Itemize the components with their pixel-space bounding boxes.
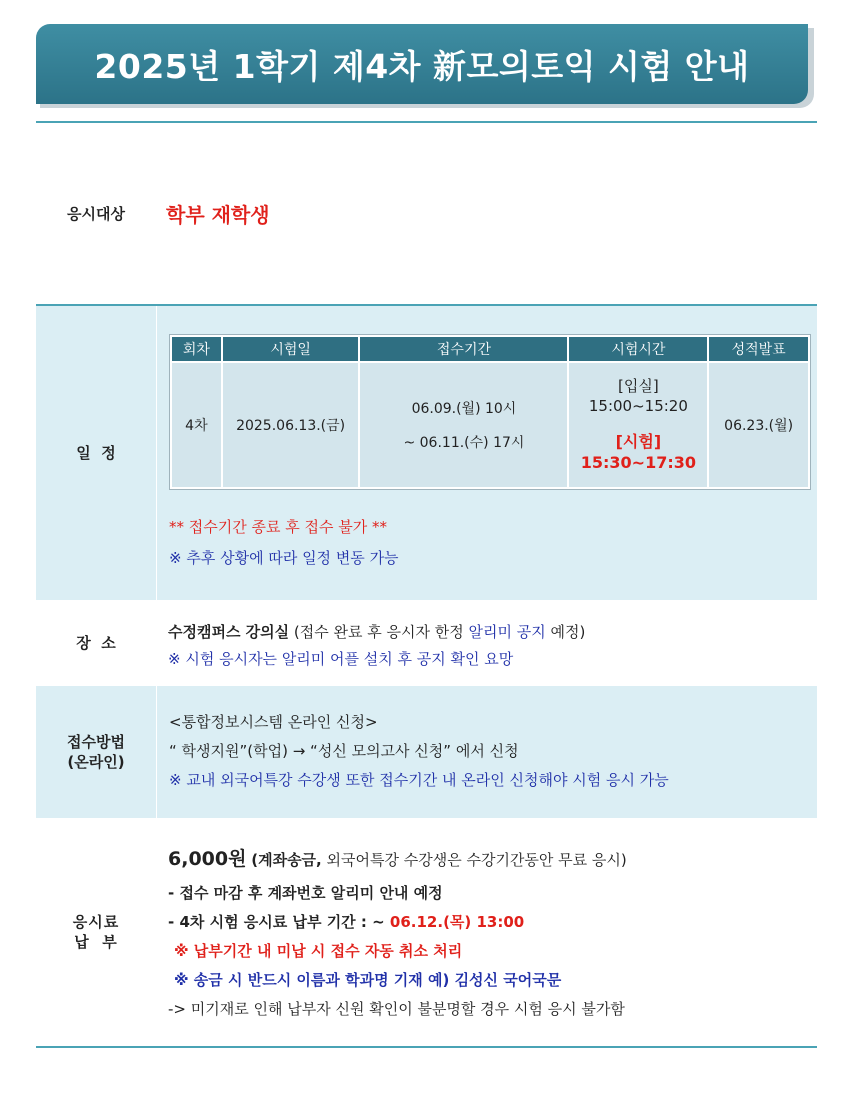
- entry-label: [입실]: [618, 377, 659, 396]
- place-detail: (접수 완료 후 응시자 한정: [289, 623, 469, 641]
- fee-section: 응시료 납 부 6,000원 (계좌송금, 외국어특강 수강생은 수강기간동안 무료 응시) - 접수 마감 후 계좌번호 알리미 안내 예정 - 4차 시험 응시료 납부 기간 : ~ 06.12.(목) 13:00 ※ 납부기간 내 미납 시 접수 자동 취소 처리 ※ 송금 시 반드시 이름과 학과명 기재 예) 김성신 국어국문 -> 미기재로 인해 납부자 신원 확인이 불분명할 경우 시험 응시 불가함: [36, 818, 817, 1046]
- fee-warning-cancel: ※ 납부기간 내 미납 시 접수 자동 취소 처리: [174, 941, 463, 960]
- page-title: 2025년 1학기 제4차 新모의토익 시험 안내: [94, 46, 750, 86]
- period-end: ~ 06.11.(수) 17시: [403, 435, 525, 451]
- col-header-result: 성적발표: [709, 337, 808, 361]
- fee-label: 응시료: [72, 912, 120, 931]
- col-header-exam-date: 시험일: [223, 337, 359, 361]
- period-start: 06.09.(월) 10시: [411, 401, 517, 417]
- fee-item-account: - 접수 마감 후 계좌번호 알리미 안내 예정: [168, 883, 443, 902]
- notice-app-link: 알리미 공지: [468, 623, 546, 641]
- entry-time: 15:00~15:20: [588, 397, 688, 416]
- place-name: 수정캠퍼스 강의실: [168, 623, 290, 641]
- fee-warning-name: ※ 송금 시 반드시 이름과 학과명 기재 예) 김성신 국어국문: [174, 970, 562, 989]
- fee-amount-note: 외국어특강 수강생은 수강기간동안 무료 응시): [321, 851, 627, 869]
- method-label: 접수방법: [67, 732, 125, 751]
- exam-time: 15:30~17:30: [580, 453, 697, 473]
- place-note: ※ 시험 응시자는 알리미 어플 설치 후 공지 확인 요망: [168, 650, 514, 668]
- schedule-section: [36, 306, 817, 600]
- schedule-label: 일 정: [76, 443, 116, 462]
- exam-label: [시험]: [615, 431, 662, 451]
- method-note: ※ 교내 외국어특강 수강생 또한 접수기간 내 온라인 신청해야 시험 응시 가능: [169, 771, 669, 789]
- schedule-note-deadline: ** 접수기간 종료 후 접수 불가 **: [169, 518, 387, 536]
- method-section: 접수방법 (온라인) <통합정보시스템 온라인 신청> “ 학생지원”(학업) → “성신 모의고사 신청” 에서 신청 ※ 교내 외국어특강 수강생 또한 접수기간 내 온라인 신청해야 시험 응시 가능: [36, 686, 817, 818]
- fee-amount: 6,000원: [168, 848, 247, 870]
- target-label: 응시대상: [67, 204, 125, 223]
- col-header-round: 회차: [172, 337, 221, 361]
- col-header-exam-time: 시험시간: [569, 337, 707, 361]
- method-system: <통합정보시스템 온라인 신청>: [169, 713, 378, 731]
- fee-item-period: - 4차 시험 응시료 납부 기간 : ~: [168, 912, 390, 931]
- method-path: “ 학생지원”(학업) → “성신 모의고사 신청” 에서 신청: [169, 742, 519, 760]
- title-banner: [36, 24, 808, 104]
- fee-amount-note-bold: (계좌송금,: [251, 851, 322, 869]
- place-label: 장 소: [76, 633, 116, 652]
- target-section: [36, 124, 817, 304]
- divider: [36, 1046, 817, 1048]
- exam-date-cell: 2025.06.13.(금): [223, 363, 359, 487]
- result-date-cell: 06.23.(월): [709, 363, 808, 487]
- schedule-note-change: ※ 추후 상황에 따라 일정 변동 가능: [169, 549, 399, 567]
- target-value: 학부 재학생: [166, 202, 270, 227]
- round-cell: 4차: [172, 363, 221, 487]
- fee-deadline: 06.12.(목) 13:00: [389, 912, 525, 931]
- schedule-table: [169, 334, 811, 490]
- col-header-period: 접수기간: [360, 337, 567, 361]
- place-section: 장 소 수정캠퍼스 강의실 (접수 완료 후 응시자 한정 알리미 공지 예정) ※ 시험 응시자는 알리미 어플 설치 후 공지 확인 요망: [36, 600, 817, 686]
- table-row: [172, 363, 808, 487]
- fee-note-last: -> 미기재로 인해 납부자 신원 확인이 불분명할 경우 시험 응시 불가함: [168, 999, 625, 1018]
- exam-time-cell: [569, 363, 707, 487]
- period-cell: [360, 363, 567, 487]
